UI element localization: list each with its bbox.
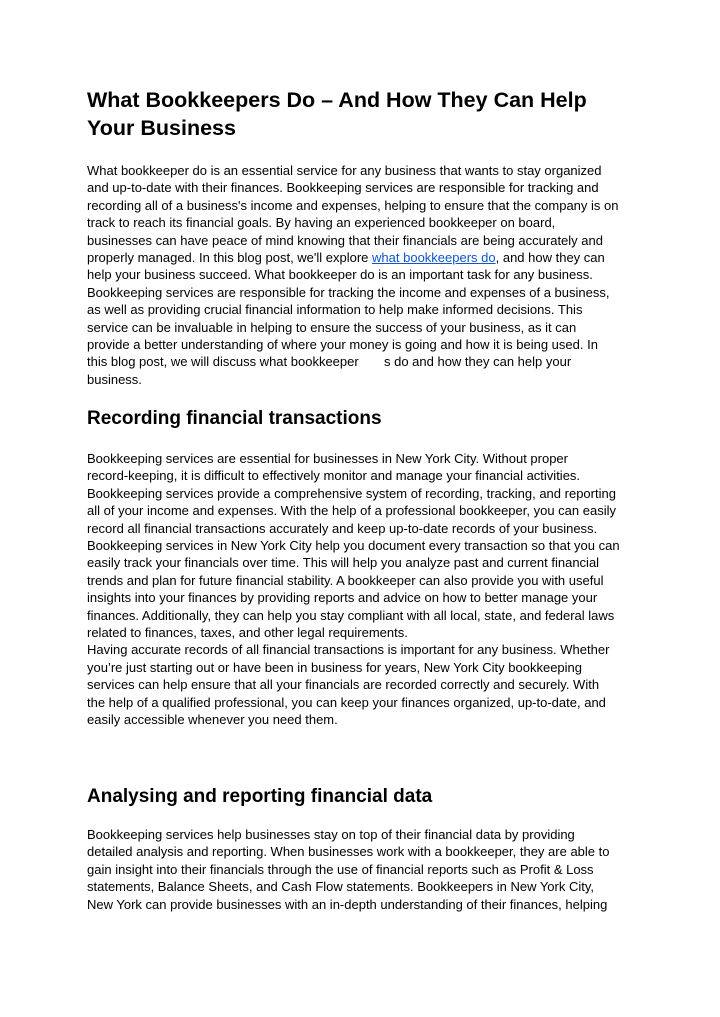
text-line: provide a better understanding of where your money is going and how it is being used. In (87, 337, 598, 353)
text-line: Bookkeeping services help businesses stay on top of their financial data by providing (87, 827, 575, 842)
text-line: Bookkeeping services provide a comprehensive system of recording, tracking, and reporting (87, 485, 616, 501)
analysing-paragraph (87, 826, 609, 913)
what-bookkeepers-do-link[interactable]: what bookkeepers do (372, 250, 496, 266)
text-line: Bookkeeping services in New York City help you document every transaction so that you can (87, 538, 620, 554)
text-line: What bookkeeper do is an essential service for any business that wants to stay organized (87, 163, 602, 178)
text-line: detailed analysis and reporting. When businesses work with a bookkeeper, they are able to (87, 844, 610, 860)
section-heading-recording: Recording financial transactions (87, 408, 382, 429)
page-title (87, 86, 647, 142)
text-line: record-keeping, it is difficult to effectively monitor and manage your financial activities. (87, 468, 581, 484)
text-segment: , and how they can (495, 250, 605, 266)
title-line: What Bookkeepers Do – And How They Can Help (87, 88, 587, 112)
text-line: trends and plan for future financial stability. A bookkeeper can also provide you with useful (87, 572, 604, 588)
text-line: gain insight into their financials through the use of financial reports such as Profit & Loss (87, 861, 594, 877)
text-line: Having accurate records of all financial transactions is important for any business. Whether (87, 642, 610, 658)
text-line: recording all of a business's income and expenses, helping to ensure that the company is on (87, 197, 619, 213)
text-line: and up-to-date with their finances. Bookkeeping services are responsible for tracking and (87, 180, 599, 196)
text-line: the help of a qualified professional, you can keep your finances organized, up-to-date, and (87, 694, 606, 710)
text-line: Bookkeeping services are essential for businesses in New York City. Without proper (87, 451, 568, 466)
text-segment: properly managed. In this blog post, we'll explore (87, 250, 373, 266)
text-line: easily track your financials over time. This will help you analyze past and current financial (87, 555, 600, 571)
text-line: statements, Balance Sheets, and Cash Flow statements. Bookkeepers in New York City, (87, 879, 595, 895)
text-line: as well as providing crucial financial information to help make informed decisions. This (87, 302, 583, 318)
text-line: business. (87, 371, 142, 387)
section-heading-analysing: Analysing and reporting financial data (87, 786, 433, 807)
text-line: finances. Additionally, they can help you stay compliant with all local, state, and federal laws (87, 607, 615, 623)
text-line: businesses can have peace of mind knowing that their financials are being accurately and (87, 232, 603, 248)
text-line: service can be invaluable in helping to ensure the success of your business, as it can (87, 319, 577, 335)
text-line: all of your income and expenses. With the help of a professional bookkeeper, you can easily (87, 503, 616, 519)
text-line: New York can provide businesses with an in-depth understanding of their finances, helping (87, 896, 608, 912)
recording-paragraph (87, 450, 620, 729)
text-line: record all financial transactions accurately and keep up-to-date records of your business. (87, 520, 598, 536)
text-line: help your business succeed. What bookkeeper do is an important task for any business. (87, 267, 593, 283)
text-line: track to reach its financial goals. By having an experienced bookkeeper on board, (87, 215, 556, 231)
text-line: this blog post, we will discuss what bookkeeper s do and how they can help your (87, 354, 572, 370)
text-line: services can help ensure that all your financials are recorded correctly and securely. With (87, 677, 600, 693)
text-line: related to finances, taxes, and other legal requirements. (87, 625, 408, 641)
text-line: you’re just starting out or have been in business for years, New York City bookkeeping (87, 659, 582, 675)
text-line: Bookkeeping services are responsible for tracking the income and expenses of a business, (87, 284, 610, 300)
intro-paragraph (87, 162, 618, 388)
text-line-with-link (87, 249, 618, 266)
title-line: Your Business (87, 116, 236, 140)
text-line: easily accessible whenever you need them. (87, 712, 338, 728)
text-line: insights into your finances by providing reports and advice on how to better manage your (87, 590, 598, 606)
